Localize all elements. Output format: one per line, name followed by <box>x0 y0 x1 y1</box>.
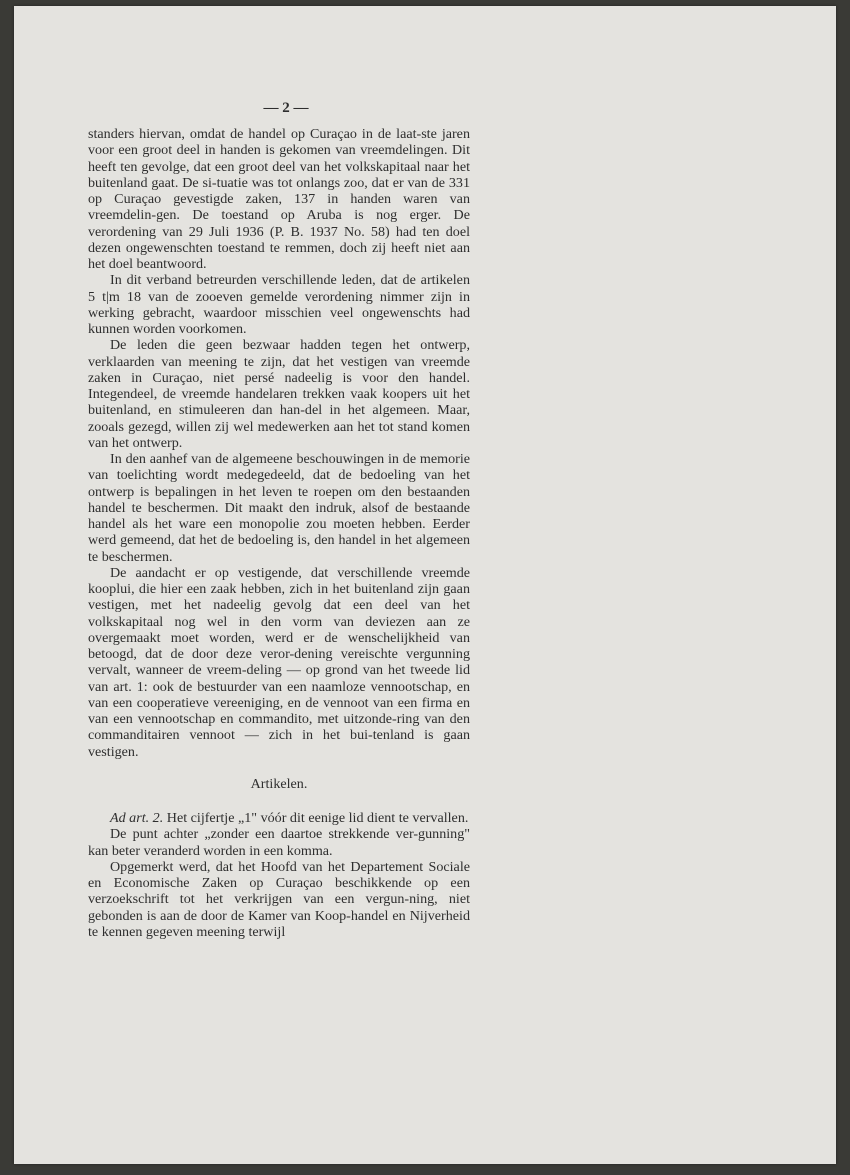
paragraph: Opgemerkt werd, dat het Hoofd van het Departement Sociale en Economische Zaken op Curaçao beschikkende op een verzoekschrift tot het verkrijgen van een vergun-ning, niet gebonden is aan de door de Kamer van Koop-handel en Nijverheid te kennen gegeven meening terwijl <box>88 858 470 940</box>
ad-art-paragraph <box>88 810 470 826</box>
document-page <box>14 6 836 1164</box>
paragraph: standers hiervan, omdat de handel op Curaçao in de laat-ste jaren voor een groot deel in handen is gekomen van vreemdelingen. Dit heeft ten gevolge, dat een groot deel van het volkskapitaal naar het buitenland gaat. De si-tuatie was tot onlangs zoo, dat er van de 331 op Curaçao gevestigde zaken, 137 in handen waren van vreemdelin-gen. De toestand op Aruba is nog erger. De verordening van 29 Juli 1936 (P. B. 1937 No. 58) had ten doel dezen ongewenschten toestand te remmen, doch zij heeft niet aan het doel beantwoord. <box>88 126 470 272</box>
paragraph: De aandacht er op vestigende, dat verschillende vreemde kooplui, die hier een zaak hebben, zich in het buitenland zijn gaan vestigen, met het nadeelig gevolg dat een deel van het volkskapitaal nog wel in den vorm van deviezen aan ze overgemaakt moet worden, werd er de wenschelijkheid van betoogd, dat de door deze veror-dening vereischte vergunning vervalt, wanneer de vreem-deling — op grond van het tweede lid van art. 1: ook de bestuurder van een naamloze vennootschap, en van een cooperatieve vereeniging, en de vennoot van een firma en van een vennootschap en commandito, met uitzonde-ring van den commanditairen vennoot — zich in het bui-tenland is gaan vestigen. <box>88 564 470 760</box>
ad-art-text: Het cijfertje „1" vóór dit eenige lid dient te vervallen. <box>166 810 469 826</box>
paragraph: De punt achter „zonder een daartoe strekkende ver-gunning" kan beter veranderd worden in een komma. <box>88 826 470 859</box>
paragraph: De leden die geen bezwaar hadden tegen het ontwerp, verklaarden van meening te zijn, dat het vestigen van vreemde zaken in Curaçao, niet persé nadeelig is voor den handel. Integendeel, de vreemde handelaren trekken vaak koopers uit het buitenland, en stimuleeren dan han-del in het algemeen. Maar, zooals gezegd, willen zij wel medewerken aan het tot stand komen van het ontwerp. <box>88 337 470 451</box>
ad-art-label: Ad art. 2. <box>110 810 164 826</box>
paragraph: In den aanhef van de algemeene beschouwingen in de memorie van toelichting wordt medegedeeld, dat de bedoeling van het ontwerp is bepalingen in het leven te roepen om den bestaanden handel te beschermen. Dit maakt den indruk, alsof de bestaande handel als het ware een monopolie zou moeten hebben. Eerder werd gemeend, dat het de bedoeling is, den handel in het algemeen te beschermen. <box>88 451 470 565</box>
section-heading: Artikelen. <box>250 775 308 792</box>
page-number: — 2 — <box>263 100 309 116</box>
text-column <box>88 126 470 940</box>
paragraph: In dit verband betreurden verschillende leden, dat de artikelen 5 t|m 18 van de zooeven gemelde verordening nimmer zijn in werking gebracht, waardoor misschien veel ongewenschts had kunnen worden voorkomen. <box>88 272 470 337</box>
